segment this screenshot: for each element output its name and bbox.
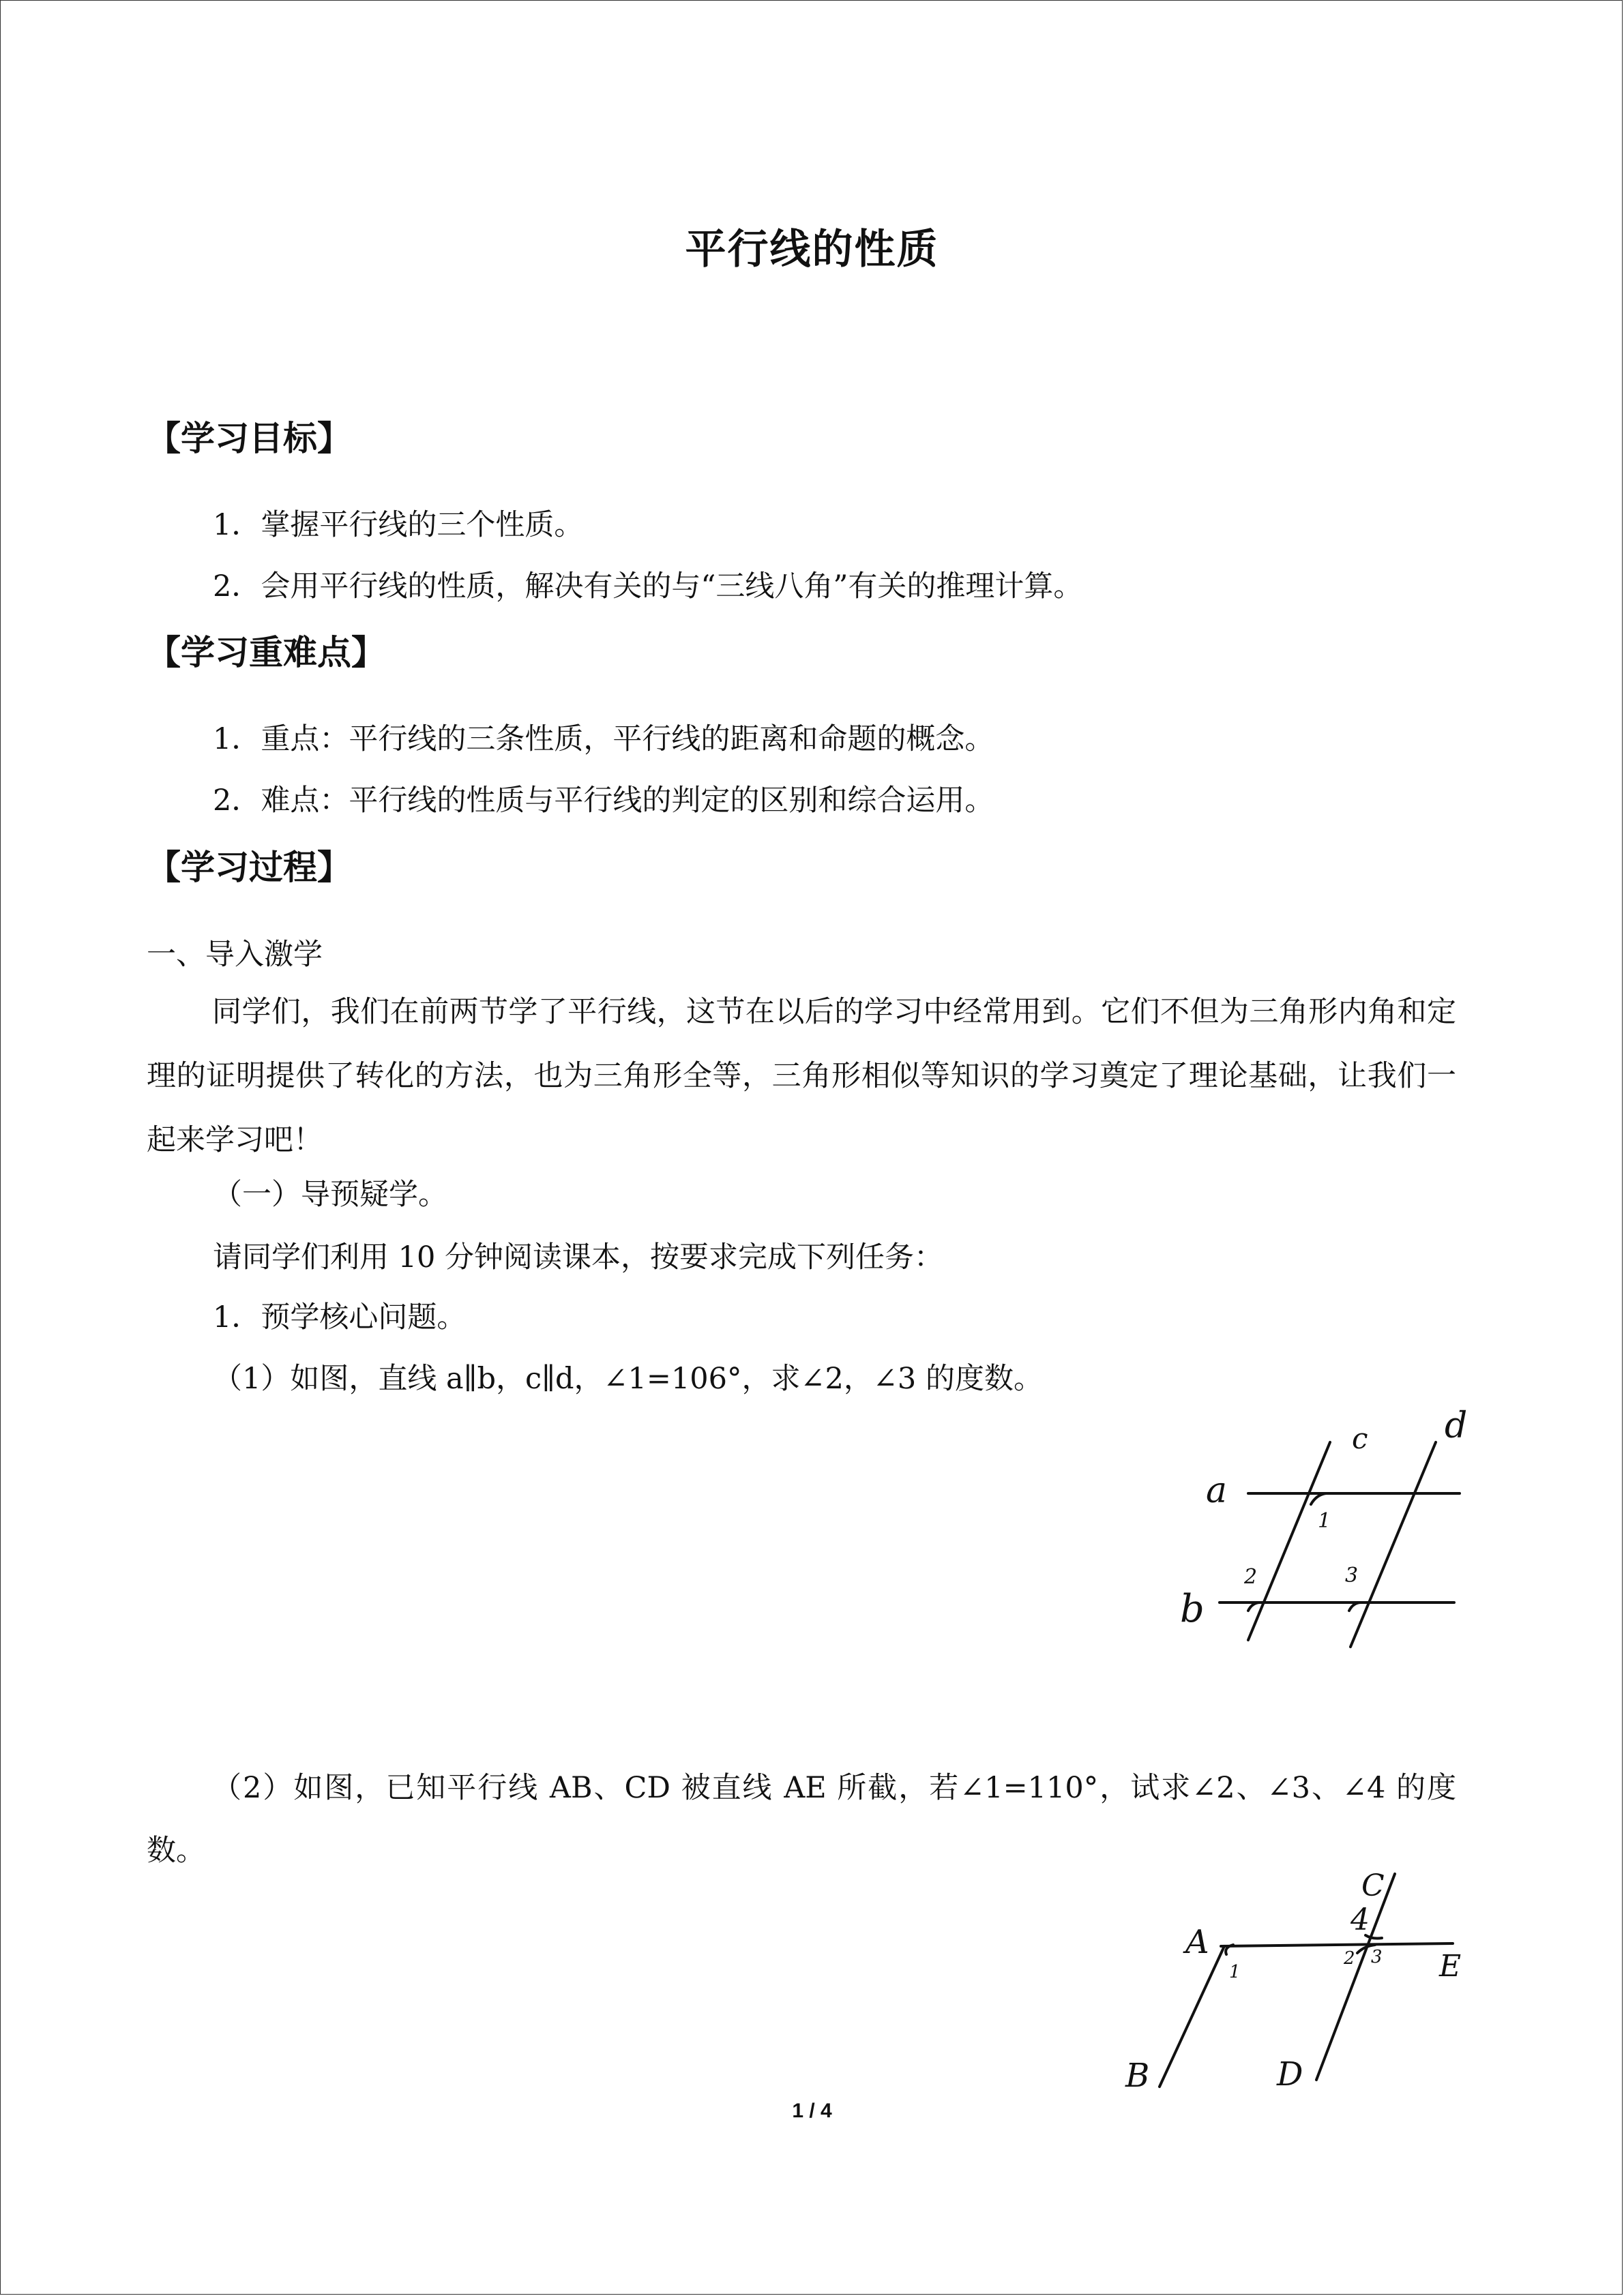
label-D: D bbox=[1277, 2055, 1303, 2093]
line-d bbox=[1350, 1442, 1436, 1647]
figure-parallel-lines-ab-cd bbox=[1119, 1862, 1473, 2107]
question-1: （1）如图，直线 a∥b，c∥d，∠1=106°，求∠2，∠3 的度数。 bbox=[213, 1362, 1043, 1396]
line-ae bbox=[1221, 1943, 1453, 1946]
label-C: C bbox=[1361, 1868, 1385, 1903]
label-A: A bbox=[1185, 1923, 1209, 1961]
objective-item-1: 1．掌握平行线的三个性质。 bbox=[213, 508, 584, 542]
part1-title: 一、导入激学 bbox=[147, 938, 323, 972]
heading-key-points: 【学习重难点】 bbox=[147, 633, 385, 672]
label-B: B bbox=[1125, 2057, 1150, 2095]
page-title: 平行线的性质 bbox=[685, 226, 939, 273]
line-ab bbox=[1160, 1946, 1224, 2087]
intro-paragraph: 同学们，我们在前两节学了平行线，这节在以后的学习中经常用到。它们不但为三角形内角和定理的证明提供了转化的方法，也为三角形全等，三角形相似等知识的学习奠定了理论基础，让我们一起来学习吧！ bbox=[147, 995, 1456, 1157]
key-point-item-2: 2．难点：平行线的性质与平行线的判定的区别和综合运用。 bbox=[213, 784, 994, 818]
label-a: a bbox=[1206, 1470, 1228, 1511]
label-angle-1: 1 bbox=[1229, 1962, 1241, 1982]
instruction-text: 请同学们利用 10 分钟阅读课本，按要求完成下列任务： bbox=[213, 1240, 944, 1274]
task-1: 1．预学核心问题。 bbox=[213, 1300, 467, 1335]
angle-mark-1 bbox=[1311, 1493, 1326, 1504]
label-angle-3: 3 bbox=[1345, 1564, 1359, 1587]
label-E: E bbox=[1439, 1949, 1462, 1984]
heading-process: 【学习过程】 bbox=[147, 848, 351, 887]
line-c bbox=[1248, 1442, 1330, 1640]
label-d: d bbox=[1445, 1405, 1468, 1446]
sub-section-1: （一）导预疑学。 bbox=[213, 1178, 447, 1212]
label-angle-3: 3 bbox=[1371, 1947, 1383, 1967]
label-angle-2: 2 bbox=[1244, 1565, 1258, 1589]
objective-item-2: 2．会用平行线的性质，解决有关的与“三线八角”有关的推理计算。 bbox=[213, 569, 1083, 603]
label-angle-4: 4 bbox=[1350, 1903, 1370, 1937]
figure-parallel-lines-abcd bbox=[1160, 1405, 1487, 1657]
question-2: （2）如图，已知平行线 AB、CD 被直线 AE 所截，若∠1=110°，试求∠2、∠3、∠4 的度数。 bbox=[147, 1771, 1456, 1868]
label-c: c bbox=[1352, 1422, 1368, 1455]
label-angle-1: 1 bbox=[1318, 1509, 1331, 1533]
page-number: 1 / 4 bbox=[792, 2100, 832, 2122]
key-point-item-1: 1．重点：平行线的三条性质，平行线的距离和命题的概念。 bbox=[213, 722, 994, 756]
label-angle-2: 2 bbox=[1344, 1948, 1355, 1969]
heading-objectives: 【学习目标】 bbox=[147, 419, 351, 458]
label-b: b bbox=[1180, 1587, 1205, 1631]
